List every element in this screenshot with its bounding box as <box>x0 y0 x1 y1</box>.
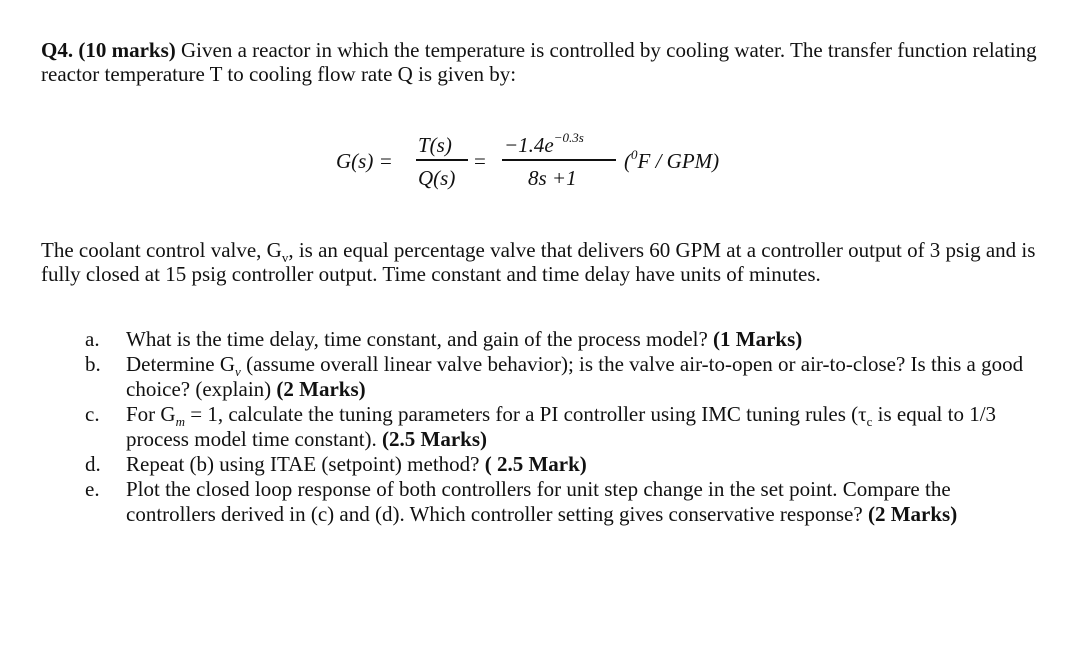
item-subscript: m <box>175 414 185 430</box>
item-marks: ( 2.5 Mark) <box>484 452 587 476</box>
item-marks: (2.5 Marks) <box>382 427 488 451</box>
eq-num2-base: −1.4e <box>504 133 554 157</box>
intro-text-1: The coolant control valve, G <box>41 238 282 262</box>
transfer-function-equation <box>336 126 776 200</box>
eq-denominator-2: 8s +1 <box>528 166 577 190</box>
item-letter: d. <box>85 452 101 476</box>
intro-subscript: v <box>281 250 289 266</box>
eq-equals-2: = <box>474 149 486 173</box>
item-subscript-2: c <box>866 414 873 430</box>
item-letter: a. <box>85 327 100 351</box>
question-marks: (10 marks) <box>78 38 176 62</box>
eq-num2-exponent: −0.3s <box>553 130 584 145</box>
item-marks: (2 Marks) <box>276 377 366 401</box>
item-text: Plot the closed loop response of both controllers for unit step change in the set point. Compare the controllers derived in (c) and (d). Which controller setting gives conservative response? <box>126 477 951 526</box>
question-list <box>85 327 1045 527</box>
item-text-pre: Determine G <box>126 352 236 376</box>
item-marks: (2 Marks) <box>867 502 958 526</box>
item-text-2: is equal to 1/3 process model time constant). <box>126 402 997 451</box>
fraction-bar-2 <box>502 159 616 161</box>
list-item-c <box>85 402 1045 452</box>
item-letter: b. <box>85 352 101 376</box>
intro-text-2: , is an equal percentage valve that delivers 60 GPM at a controller output of 3 psig and is fully closed at 15 psig controller output. Time constant and time delay have units of minutes. <box>41 238 1036 286</box>
list-item-a <box>85 327 1045 352</box>
question-header <box>41 38 1041 86</box>
item-letter: c. <box>85 402 100 426</box>
item-letter: e. <box>85 477 100 501</box>
eq-denominator-1: Q(s) <box>418 166 456 190</box>
eq-numerator-1: T(s) <box>418 133 452 157</box>
intro-paragraph <box>41 238 1041 286</box>
list-item-b <box>85 352 1045 402</box>
eq-units-open: ( <box>624 149 631 173</box>
item-subscript: v <box>235 364 241 380</box>
item-marks: (1 Marks) <box>713 327 803 351</box>
eq-units-degree: 0 <box>631 147 638 162</box>
item-text: What is the time delay, time constant, and gain of the process model? <box>126 327 708 351</box>
eq-units <box>624 149 719 174</box>
fraction-bar-1 <box>416 159 468 161</box>
item-text-pre: For G <box>126 402 176 426</box>
question-number: Q4. <box>41 38 74 62</box>
item-text: = 1, calculate the tuning parameters for a PI controller using IMC tuning rules (τ <box>184 402 867 426</box>
list-item-e <box>85 477 1045 527</box>
question-text: Given a reactor in which the temperature is controlled by cooling water. The transfer function relating reactor temperature T to cooling flow rate Q is given by: <box>41 38 1037 86</box>
list-item-d <box>85 452 1045 477</box>
eq-units-rest: F / GPM) <box>637 149 720 173</box>
item-text: (assume overall linear valve behavior); is the valve air-to-open or air-to-close? Is this a good choice? (explain) <box>126 352 1024 401</box>
item-text: Repeat (b) using ITAE (setpoint) method? <box>126 452 480 476</box>
eq-numerator-2 <box>504 130 584 158</box>
eq-lhs: G(s) = <box>336 149 393 173</box>
